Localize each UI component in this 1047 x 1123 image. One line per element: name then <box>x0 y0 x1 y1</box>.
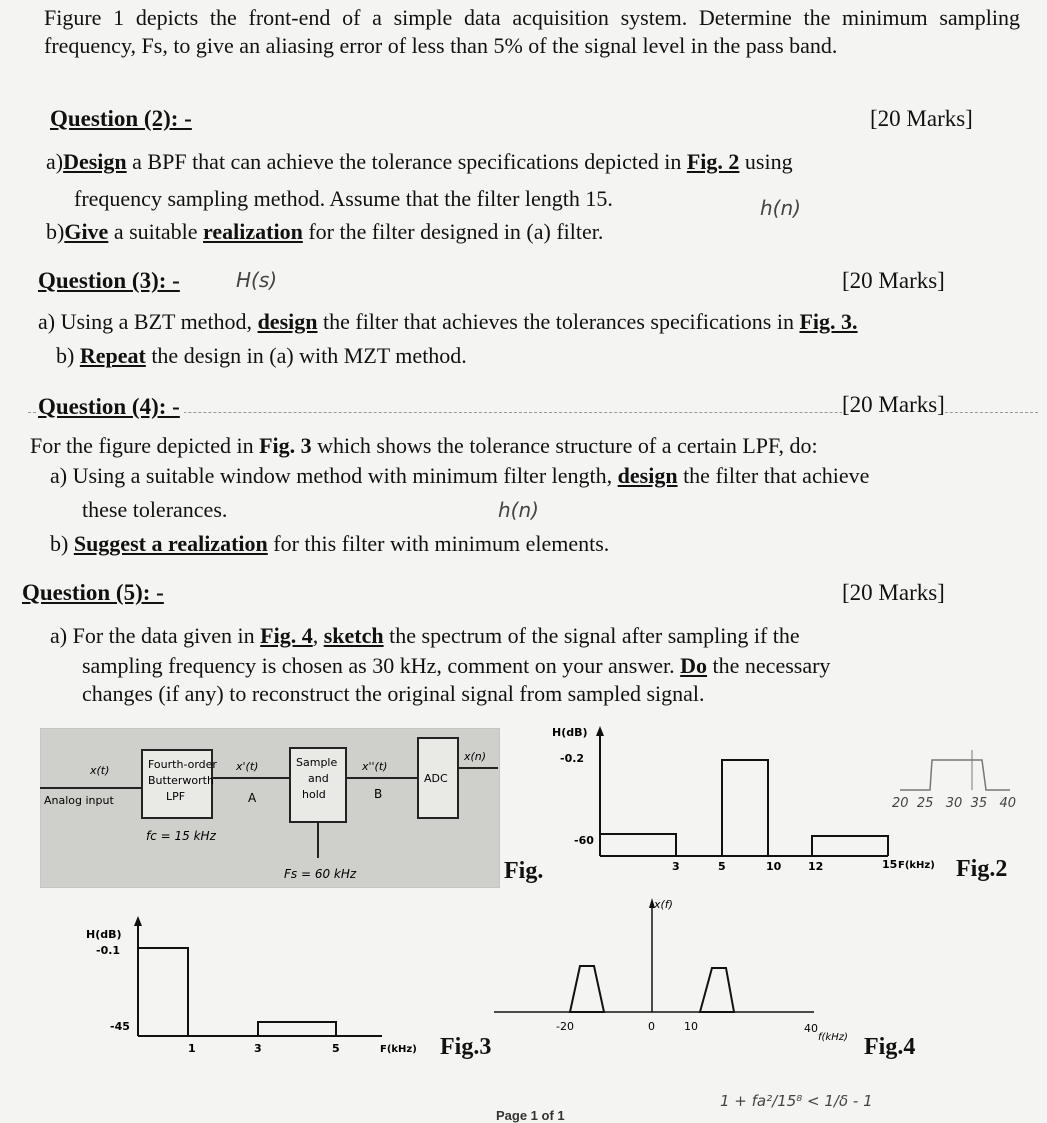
q4-title: Question (4): - <box>38 394 184 420</box>
fig2-y-stop: -60 <box>574 834 594 847</box>
lpf-label-3: LPF <box>166 790 186 803</box>
fig2-stopband-low <box>600 834 676 856</box>
q2-part-b: b)Give a suitable realization for the filter designed in (a) filter. <box>46 219 604 244</box>
lpf-label-2: Butterworth <box>148 774 214 787</box>
fig3-passband <box>138 948 188 1036</box>
fig4-band-positive <box>700 968 734 1012</box>
fig2-label: Fig.2 <box>956 856 1008 882</box>
q4-part-a-line2: these tolerances. <box>82 497 228 522</box>
fig2-xtick-10: 10 <box>766 860 782 873</box>
q4-intro: For the figure depicted in Fig. 3 which shows the tolerance structure of a certain LPF, do: <box>30 433 818 458</box>
fig1-yn: x(n) <box>464 750 487 763</box>
fig4-xtick-10: 10 <box>684 1020 698 1033</box>
fig4-label: Fig.4 <box>864 1034 916 1060</box>
fig3-stopband <box>258 1022 336 1036</box>
fig1-node-a: A <box>248 791 257 805</box>
fig2-xtick-15: 15 <box>882 858 898 871</box>
fig1-xt: x(t) <box>90 764 110 777</box>
fig3-label: Fig.3 <box>440 1034 492 1060</box>
fig3-plot <box>82 912 442 1062</box>
fig2-xtick-3: 3 <box>672 860 680 873</box>
fig1-node-b: B <box>374 787 383 801</box>
q2-hand-note: h(n) <box>760 196 801 220</box>
q3-marks: [20 Marks] <box>842 268 945 293</box>
fig1-input-label: Analog input <box>44 794 114 807</box>
q5-part-a: a) For the data given in Fig. 4, sketch the spectrum of the signal after sampling if the <box>50 623 800 648</box>
q2-part-a-line2: frequency sampling method. Assume that the filter length 15. <box>74 186 613 211</box>
fig3-y-pass: -0.1 <box>96 944 121 957</box>
lpf-label-1: Fourth-order <box>148 758 217 771</box>
q2-marks: [20 Marks] <box>870 106 973 131</box>
fig4-svg <box>494 892 864 1052</box>
fig2-hand-ticks: 20 25 30 35 40 <box>892 796 1017 811</box>
footer-hand-formula: 1 + fa²/15⁸ < 1/δ - 1 <box>720 1092 873 1110</box>
fig3-xtick-3: 3 <box>254 1042 262 1055</box>
fig1-fs: Fs = 60 kHz <box>284 867 357 881</box>
fig2-ylabel: H(dB) <box>552 726 588 739</box>
q3-part-a: a) Using a BZT method, design the filter that achieves the tolerances specifications in Fig. 3. <box>38 309 858 334</box>
q4-marks: [20 Marks] <box>842 392 945 417</box>
q4-hand-note: h(n) <box>498 498 539 522</box>
q3-part-b: b) Repeat the design in (a) with MZT method. <box>56 343 467 368</box>
fig4-xlabel: f(kHz) <box>818 1032 848 1043</box>
fig2-stopband-high <box>812 836 888 856</box>
sh-label-1: Sample <box>296 756 338 769</box>
adc-label: ADC <box>424 772 448 785</box>
sh-label-2: and <box>308 772 329 785</box>
fig1-label: Fig. <box>504 858 544 884</box>
fig1-diagram <box>40 728 500 888</box>
q2-part-a: a)Design a BPF that can achieve the tolerance specifications depicted in Fig. 2 using <box>46 149 793 174</box>
q2-title: Question (2): - <box>50 106 192 131</box>
fig2-xtick-12: 12 <box>808 860 824 873</box>
fig2-xlabel: F(kHz) <box>898 860 935 871</box>
fig3-xlabel: F(kHz) <box>380 1044 417 1055</box>
fig4-xtick-40: 40 <box>804 1022 818 1035</box>
intro-paragraph: Figure 1 depicts the front-end of a simple data acquisition system. Determine the minimum sampling frequency, Fs, to give an aliasing error of less than 5% of the signal level in the pass band. <box>44 5 1020 58</box>
fig3-y-stop: -45 <box>110 1020 130 1033</box>
q5-title: Question (5): - <box>22 580 164 605</box>
fig1-fc: fc = 15 kHz <box>146 829 216 843</box>
sh-label-3: hold <box>302 788 326 801</box>
fig4-xtick-neg20: -20 <box>556 1020 574 1033</box>
fig3-xtick-5: 5 <box>332 1042 340 1055</box>
fig4-xtick-0: 0 <box>648 1020 655 1033</box>
q5-part-a-line2: sampling frequency is chosen as 30 kHz, comment on your answer. Do the necessary <box>82 653 831 678</box>
q3-title: Question (3): - <box>38 268 180 293</box>
fig1-xpt: x'(t) <box>236 760 259 773</box>
fig2-passband <box>722 760 768 856</box>
q3-hand-note: H(s) <box>236 268 278 292</box>
fig2-xtick-5: 5 <box>718 860 726 873</box>
fig4-ylabel: x(f) <box>654 898 673 911</box>
fig4-plot <box>494 892 864 1052</box>
fig2-plot <box>548 722 948 882</box>
q4-part-a: a) Using a suitable window method with minimum filter length, design the filter that achieve <box>50 463 870 488</box>
fig3-svg <box>82 912 442 1062</box>
fig1-xppt: x''(t) <box>362 760 388 773</box>
fig3-xtick-1: 1 <box>188 1042 196 1055</box>
q4-part-b: b) Suggest a realization for this filter with minimum elements. <box>50 531 610 556</box>
fig2-svg <box>548 722 948 882</box>
page-footer: Page 1 of 1 <box>496 1108 565 1123</box>
q5-marks: [20 Marks] <box>842 580 945 605</box>
fig1-svg <box>40 728 500 888</box>
q5-part-a-line3: changes (if any) to reconstruct the original signal from sampled signal. <box>82 681 705 706</box>
fig2-y-pass: -0.2 <box>560 752 585 765</box>
fig4-band-negative <box>570 966 604 1012</box>
fig3-ylabel: H(dB) <box>86 928 122 941</box>
